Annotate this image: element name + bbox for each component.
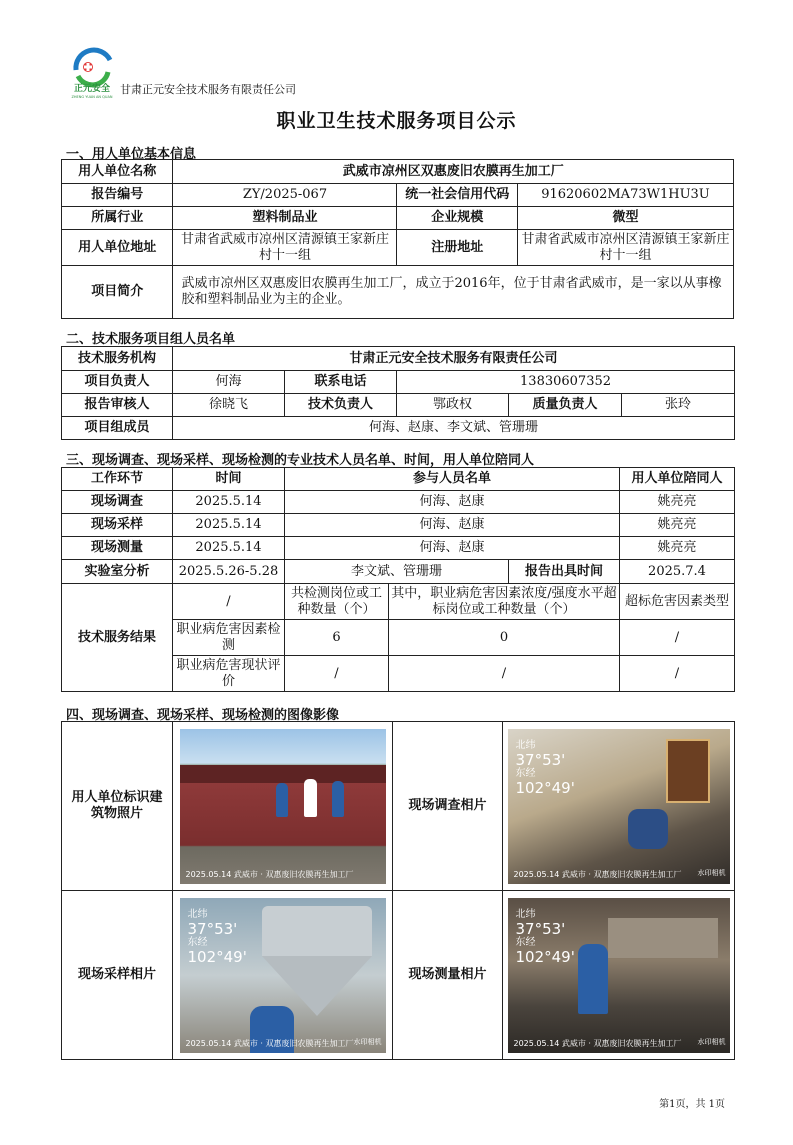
- hopper-shape: [262, 906, 372, 956]
- field-work-table: [61, 467, 735, 692]
- photo3-watermark: 水印相机: [353, 1037, 382, 1046]
- industry: 塑料制品业: [173, 207, 397, 230]
- section3-heading: 三、现场调查、现场采样、现场检测的专业技术人员名单、时间，用人单位陪同人: [66, 453, 535, 468]
- photo2-lat: 37°53': [515, 750, 566, 769]
- page-title: 职业卫生技术服务项目公示: [276, 110, 517, 132]
- photo4-caption: 2025.05.14 武威市 · 双惠废旧农膜再生加工厂: [513, 1038, 682, 1048]
- result-h3: 超标危害因素类型: [620, 584, 735, 620]
- reg-address-label: 注册地址: [397, 230, 518, 266]
- project-intro: 武威市凉州区双惠废旧农膜再生加工厂，成立于2016年，位于甘肃省武威市，是一家以从事橡胶和塑料制品业为主的企业。: [173, 266, 734, 319]
- photo1-label: 用人单位标识建筑物照片: [62, 722, 173, 891]
- team-table: [61, 346, 735, 440]
- row-detect-v2: 0: [389, 620, 620, 656]
- cabinet-shape: [666, 739, 710, 803]
- photo3-coords: [188, 908, 247, 964]
- photo3-label: 现场采样相片: [62, 891, 173, 1060]
- industry-label: 所属行业: [62, 207, 173, 230]
- members-label: 项目组成员: [62, 417, 173, 440]
- row-people: 何海、赵康: [285, 491, 620, 514]
- row-people: 何海、赵康: [285, 537, 620, 560]
- company-name: 甘肃正元安全技术服务有限责任公司: [120, 83, 296, 96]
- machine-shape: [608, 918, 718, 958]
- photo4-lat: 37°53': [515, 919, 566, 938]
- company-logo: [66, 40, 118, 100]
- person-figure: [276, 783, 288, 817]
- photo3-lat: 37°53': [187, 919, 238, 938]
- result-label: 技术服务结果: [62, 584, 173, 692]
- lab-label: 实验室分析: [62, 560, 173, 584]
- result-h1: 共检测岗位或工种数量（个）: [285, 584, 389, 620]
- quality-lead: 张玲: [622, 394, 735, 417]
- leader: 何海: [173, 371, 285, 394]
- photo4-label: 现场测量相片: [393, 891, 503, 1060]
- tech-lead: 鄂政权: [397, 394, 509, 417]
- section1-heading: 一、用人单位基本信息: [66, 147, 197, 162]
- reviewer: 徐晓飞: [173, 394, 285, 417]
- phone-label: 联系电话: [285, 371, 397, 394]
- phone: 13830607352: [397, 371, 735, 394]
- photo4-watermark: 水印相机: [697, 1037, 726, 1046]
- page-number: 第1页，共 1页: [659, 1099, 725, 1110]
- section4-heading: 四、现场调查、现场采样、现场检测的图像影像: [66, 708, 340, 723]
- org: 甘肃正元安全技术服务有限责任公司: [173, 347, 735, 371]
- intro-label: 项目简介: [62, 266, 173, 319]
- table-row: [62, 491, 735, 514]
- row-eval-v2: /: [389, 656, 620, 692]
- person-figure: [332, 781, 344, 817]
- row-escort: 姚亮亮: [620, 491, 735, 514]
- photo1-caption: 2025.05.14 武威市 · 双惠废旧农膜再生加工厂: [185, 869, 354, 879]
- photo4-coords: [516, 908, 575, 964]
- person-figure: [578, 944, 608, 1014]
- photo2-label: 现场调查相片: [393, 722, 503, 891]
- address: 甘肃省武威市凉州区清源镇王家新庄村十一组: [173, 230, 397, 266]
- lab-time: 2025.5.26-5.28: [173, 560, 285, 584]
- row-eval-v1: /: [285, 656, 389, 692]
- members: 何海、赵康、李文斌、管珊珊: [173, 417, 735, 440]
- col-time: 时间: [173, 468, 285, 491]
- photo2-caption: 2025.05.14 武威市 · 双惠废旧农膜再生加工厂: [513, 869, 682, 879]
- reg-address: 甘肃省武威市凉州区清源镇王家新庄村十一组: [517, 230, 733, 266]
- result-h2: 其中，职业病危害因素浓度/强度水平超标岗位或工种数量（个）: [389, 584, 620, 620]
- row-time: 2025.5.14: [173, 491, 285, 514]
- leader-label: 项目负责人: [62, 371, 173, 394]
- row-stage: 现场调查: [62, 491, 173, 514]
- address-label: 用人单位地址: [62, 230, 173, 266]
- photo4-lng: 102°49': [515, 947, 575, 966]
- photo2-lng: 102°49': [515, 778, 575, 797]
- photo2-lng-label: 东经: [515, 767, 536, 779]
- row-eval-label: 职业病危害现状评价: [173, 656, 285, 692]
- row-time: 2025.5.14: [173, 514, 285, 537]
- table-row: [62, 514, 735, 537]
- photo3-caption: 2025.05.14 武威市 · 双惠废旧农膜再生加工厂: [185, 1038, 354, 1048]
- building-photo: [180, 729, 386, 884]
- col-escort: 用人单位陪同人: [620, 468, 735, 491]
- report-time-label: 报告出具时间: [509, 560, 620, 584]
- row-detect-v3: /: [620, 620, 735, 656]
- roof-shape: [180, 765, 386, 783]
- photo3-lng: 102°49': [187, 947, 247, 966]
- row-time: 2025.5.14: [173, 537, 285, 560]
- unit-name: 武威市凉州区双惠废旧农膜再生加工厂: [173, 160, 734, 184]
- row-stage: 现场采样: [62, 514, 173, 537]
- person-figure: [304, 779, 317, 817]
- row-stage: 现场测量: [62, 537, 173, 560]
- measurement-photo: [508, 898, 730, 1053]
- sampling-photo: [180, 898, 386, 1053]
- org-label: 技术服务机构: [62, 347, 173, 371]
- row-escort: 姚亮亮: [620, 514, 735, 537]
- row-detect-v1: 6: [285, 620, 389, 656]
- photo3-lng-label: 东经: [187, 936, 208, 948]
- lab-people: 李文斌、管珊珊: [285, 560, 509, 584]
- photo-table: [61, 721, 735, 1060]
- row-escort: 姚亮亮: [620, 537, 735, 560]
- scale-label: 企业规模: [397, 207, 518, 230]
- credit-code: 91620602MA73W1HU3U: [517, 184, 733, 207]
- person-figure: [628, 809, 668, 849]
- col-people: 参与人员名单: [285, 468, 620, 491]
- photo2-coords: [516, 739, 575, 795]
- photo2-watermark: 水印相机: [697, 868, 726, 877]
- report-no: ZY/2025-067: [173, 184, 397, 207]
- reviewer-label: 报告审核人: [62, 394, 173, 417]
- credit-code-label: 统一社会信用代码: [397, 184, 518, 207]
- table-row: [62, 537, 735, 560]
- logo-subtext: ZHENG YUAN AN QUAN: [71, 95, 113, 99]
- report-no-label: 报告编号: [62, 184, 173, 207]
- tech-lead-label: 技术负责人: [285, 394, 397, 417]
- row-eval-v3: /: [620, 656, 735, 692]
- photo3-lat-label: 北纬: [187, 908, 208, 920]
- row-detect-label: 职业病危害因素检测: [173, 620, 285, 656]
- photo4-lng-label: 东经: [515, 936, 536, 948]
- photo2-lat-label: 北纬: [515, 739, 536, 751]
- logo-text: 正元安全: [73, 84, 111, 94]
- col-stage: 工作环节: [62, 468, 173, 491]
- result-h0: /: [173, 584, 285, 620]
- section2-heading: 二、技术服务项目组人员名单: [66, 332, 236, 347]
- survey-photo: [508, 729, 730, 884]
- report-time: 2025.7.4: [620, 560, 735, 584]
- row-people: 何海、赵康: [285, 514, 620, 537]
- photo4-lat-label: 北纬: [515, 908, 536, 920]
- unit-name-label: 用人单位名称: [62, 160, 173, 184]
- quality-lead-label: 质量负责人: [509, 394, 622, 417]
- basic-info-table: [61, 159, 734, 319]
- scale: 微型: [517, 207, 733, 230]
